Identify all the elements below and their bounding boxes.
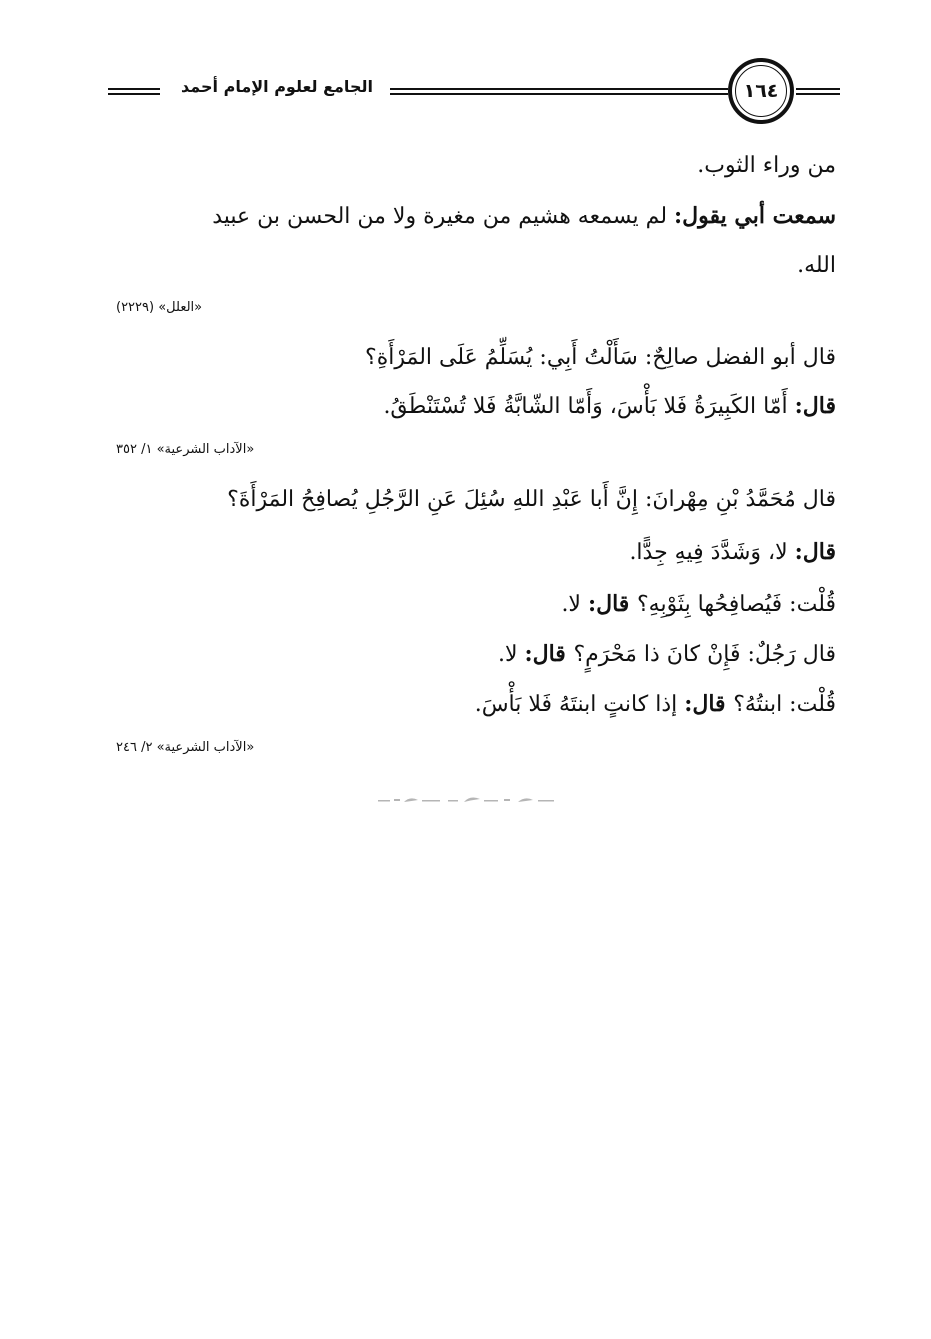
said-label: قال: bbox=[524, 641, 574, 667]
header-rule-right bbox=[796, 88, 840, 90]
paragraph-line bbox=[106, 380, 836, 433]
header-rule-left bbox=[108, 88, 160, 90]
paragraph-line bbox=[106, 332, 836, 384]
paragraph-line bbox=[106, 578, 836, 631]
paragraph-line bbox=[106, 628, 836, 681]
page-number-badge bbox=[728, 58, 794, 124]
paragraph-text: قال أبو الفضل صالِحٌ: سَأَلْتُ أَبِي: يُسَلِّمُ عَلَى المَرْأَةِ؟ bbox=[365, 345, 836, 370]
page-header bbox=[108, 58, 840, 128]
paragraph-text: لم يسمعه هشيم من مغيرة ولا من الحسن بن عبيد bbox=[212, 204, 675, 229]
paragraph-text: قُلْت: ابنتُهُ؟ bbox=[733, 692, 836, 717]
said-label: قال: bbox=[684, 691, 734, 717]
paragraph-text: قُلْت: فَيُصافِحُها بِثَوْبِهِ؟ bbox=[636, 592, 836, 617]
paragraph-text: لا. bbox=[561, 592, 588, 617]
said-label: قال: bbox=[794, 539, 836, 565]
said-label: قال: bbox=[794, 393, 836, 419]
paragraph-line bbox=[106, 474, 836, 526]
paragraph-line bbox=[106, 526, 836, 579]
paragraph-text: لا، وَشَدَّدَ فِيهِ جِدًّا. bbox=[629, 540, 795, 565]
said-label: قال: bbox=[587, 591, 637, 617]
page-number: ١٦٤ bbox=[743, 80, 779, 102]
paragraph-text: من وراء الثوب. bbox=[697, 153, 836, 178]
paragraph-text: أَمّا الكَبِيرَةُ فَلا بَأْسَ، وَأَمّا الشّابَّةُ فَلا تُسْتَنْطَقُ. bbox=[383, 394, 795, 419]
paragraph-text: لا. bbox=[497, 642, 525, 667]
paragraph-text: إذا كانتٍ ابنتَهُ فَلا بَأْسَ. bbox=[474, 692, 685, 717]
paragraph-text: قال مُحَمَّدُ بْنِ مِهْرانَ: إِنَّ أَبا عَبْدِ اللهِ سُئِلَ عَنِ الرَّجُلِ يُصافِحُ المَرْأَةَ؟ bbox=[227, 487, 836, 512]
running-title: الجامع لعلوم الإمام أحمد bbox=[181, 77, 373, 96]
paragraph-line bbox=[106, 190, 836, 243]
reference-citation: «العلل» (٢٢٢٩) bbox=[116, 300, 203, 315]
paragraph-line bbox=[106, 240, 836, 292]
paragraph-text: الله. bbox=[797, 253, 836, 278]
paragraph-text: قال رَجُلٌ: فَإِنْ كانَ ذا مَحْرَمٍ؟ bbox=[573, 642, 836, 667]
paragraph-line bbox=[106, 678, 836, 731]
paragraph-line bbox=[106, 140, 836, 192]
reference-citation: «الآداب الشرعية» ٢/ ٢٤٦ bbox=[116, 740, 255, 755]
section-divider-ornament bbox=[378, 794, 578, 808]
header-rule-middle bbox=[390, 88, 728, 90]
speaker-label: سمعت أبي يقول: bbox=[674, 203, 836, 229]
reference-citation: «الآداب الشرعية» ١/ ٣٥٢ bbox=[116, 442, 255, 457]
